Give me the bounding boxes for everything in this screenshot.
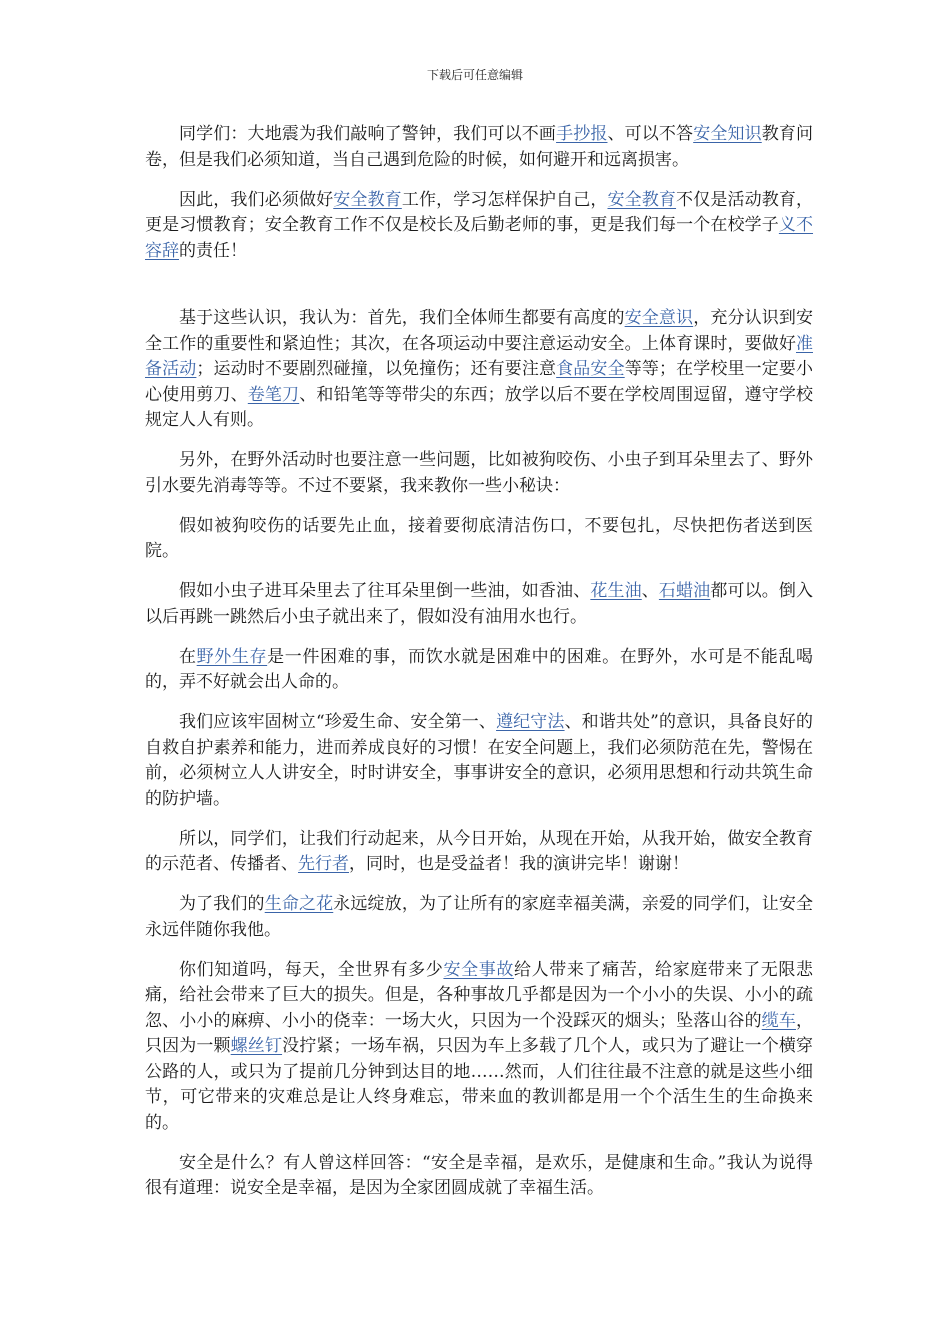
- paragraph-text: 的责任！: [179, 240, 247, 261]
- paragraph: [145, 1151, 813, 1202]
- keyword-link[interactable]: 安全教育: [607, 189, 677, 210]
- paragraph: [145, 958, 813, 1137]
- keyword-link[interactable]: 安全意识: [624, 308, 694, 328]
- paragraph-text: 等等；在学校里一定要小心使用剪刀、: [145, 359, 814, 405]
- keyword-link[interactable]: 卷笔刀: [247, 384, 300, 405]
- paragraph-text: 教育问卷，但是我们必须知道，当自己遇到危险的时候，如何避开和远离损害。: [145, 124, 814, 170]
- keyword-link[interactable]: 准备活动: [145, 333, 813, 379]
- paragraph-text: 安全是什么？有人曾这样回答：“安全是幸福，是欢乐，是健康和生命。”我认为说得很有道理：说安全是幸福，是因为全家团圆成就了幸福生活。: [145, 1152, 813, 1198]
- paragraph: [145, 827, 813, 878]
- keyword-link[interactable]: 手抄报: [556, 124, 608, 144]
- keyword-link[interactable]: 生命之花: [264, 894, 334, 914]
- keyword-link[interactable]: 安全事故: [443, 959, 514, 980]
- paragraph-text: 同学们：大地震为我们敲响了警钟，我们可以不画: [179, 124, 557, 144]
- keyword-link[interactable]: 野外生存: [196, 646, 268, 667]
- paragraph: [145, 645, 813, 696]
- paragraph: [145, 122, 813, 173]
- paragraph-text: 给人带来了痛苦，给家庭带来了无限悲痛，给社会带来了巨大的损失。但是，各种事故几乎都是因为一个小小的失误、小小的疏忽、小小的麻痹、小小的侥幸：一场大火，只因为一个没踩灭的烟头；坠落山谷的: [145, 959, 814, 1031]
- paragraph-text: ，充分认识到安全工作的重要性和紧迫性；其次，在各项运动中要注意运动安全。上体育课时，要做好: [145, 308, 814, 354]
- keyword-link[interactable]: 先行者: [298, 854, 349, 874]
- paragraph-text: 、可以不答: [607, 124, 694, 144]
- paragraph-text: 、: [641, 581, 659, 601]
- keyword-link[interactable]: 遵纪守法: [496, 712, 565, 732]
- keyword-link[interactable]: 安全教育: [333, 189, 402, 210]
- paragraph-text: 你们知道吗，每天，全世界有多少: [179, 959, 444, 980]
- paragraph: [145, 448, 813, 499]
- paragraph-text: 假如小虫子进耳朵里去了往耳朵里倒一些油，如香油、: [179, 581, 591, 601]
- paragraph: [145, 579, 813, 630]
- paragraph-text: 都可以。倒入以后再跳一跳然后小虫子就出来了，假如没有油用水也行。: [145, 581, 814, 627]
- paragraph-text: 没拧紧；一场车祸，只因为车上多载了几个人，或只为了避让一个横穿公路的人，或只为了提前几分钟到达目的地……然而，人们往往最不注意的就是这些小细节，可它带来的灾难总是让人终身难忘，带来血的教训都是用一个个活生生的生命换来的。: [145, 1036, 814, 1133]
- paragraph-text: 因此，我们必须做好: [179, 189, 334, 210]
- paragraph-text: 、和谐共处”的意识，具备良好的自救自护素养和能力，进而养成良好的习惯！在安全问题上，我们必须防范在先，警惕在前，必须树立人人讲安全，时时讲安全，事事讲安全的意识，必须用思想和行动共筑生命的防护墙。: [145, 712, 813, 809]
- paragraph-text: 我们应该牢固树立“珍爱生命、安全第一、: [179, 712, 497, 732]
- paragraph-text: 不仅是活动教育，更是习惯教育；安全教育工作不仅是校长及后勤老师的事，更是我们每一个在校学子: [145, 189, 814, 235]
- keyword-link[interactable]: 螺丝钉: [230, 1036, 283, 1056]
- keyword-link[interactable]: 食品安全: [556, 359, 625, 379]
- paragraph: [145, 892, 813, 943]
- page-header: 下载后可任意编辑: [426, 68, 523, 82]
- paragraph-text: 在: [179, 646, 197, 667]
- paragraph: [145, 710, 813, 812]
- paragraph-text: 为了我们的: [179, 894, 265, 914]
- paragraph-text: 基于这些认识，我认为：首先，我们全体师生都要有高度的: [179, 308, 625, 328]
- keyword-link[interactable]: 花生油: [590, 581, 642, 601]
- paragraph-text: 永远绽放，为了让所有的家庭幸福美满，亲爱的同学们，让安全永远伴随你我他。: [145, 894, 814, 940]
- paragraph-text: 所以，同学们，让我们行动起来，从今日开始，从现在开始，从我开始，做安全教育的示范者、传播者、: [145, 828, 813, 874]
- keyword-link[interactable]: 石蜡油: [658, 581, 711, 601]
- paragraph-text: ，同时，也是受益者！我的演讲完毕！谢谢！: [349, 854, 689, 874]
- paragraph-text: 、和铅笔等等带尖的东西；放学以后不要在学校周围逗留，遵守学校规定人人有则。: [145, 384, 814, 430]
- paragraph-text: 另外，在野外活动时也要注意一些问题，比如被狗咬伤、小虫子到耳朵里去了、野外引水要先消毒等等。不过不要紧，我来教你一些小秘诀：: [145, 450, 813, 496]
- paragraph-text: ；运动时不要剧烈碰撞，以免撞伤；还有要注意: [196, 359, 557, 379]
- paragraph-text: ，只因为一颗: [145, 1010, 814, 1056]
- paragraph: [145, 188, 813, 265]
- paragraph-text: 是一件困难的事，而饮水就是困难中的困难。在野外，水可是不能乱喝的，弄不好就会出人命的。: [145, 646, 814, 692]
- paragraph-text: 工作，学习怎样保护自己，: [401, 189, 608, 210]
- document-body: [145, 122, 813, 1216]
- keyword-link[interactable]: 安全知识: [693, 124, 762, 144]
- paragraph: [145, 306, 813, 434]
- paragraph: [145, 514, 813, 565]
- keyword-link[interactable]: 义不容辞: [145, 215, 814, 261]
- keyword-link[interactable]: 缆车: [761, 1010, 797, 1031]
- paragraph-text: 假如被狗咬伤的话要先止血，接着要彻底清洁伤口，不要包扎，尽快把伤者送到医院。: [145, 515, 813, 561]
